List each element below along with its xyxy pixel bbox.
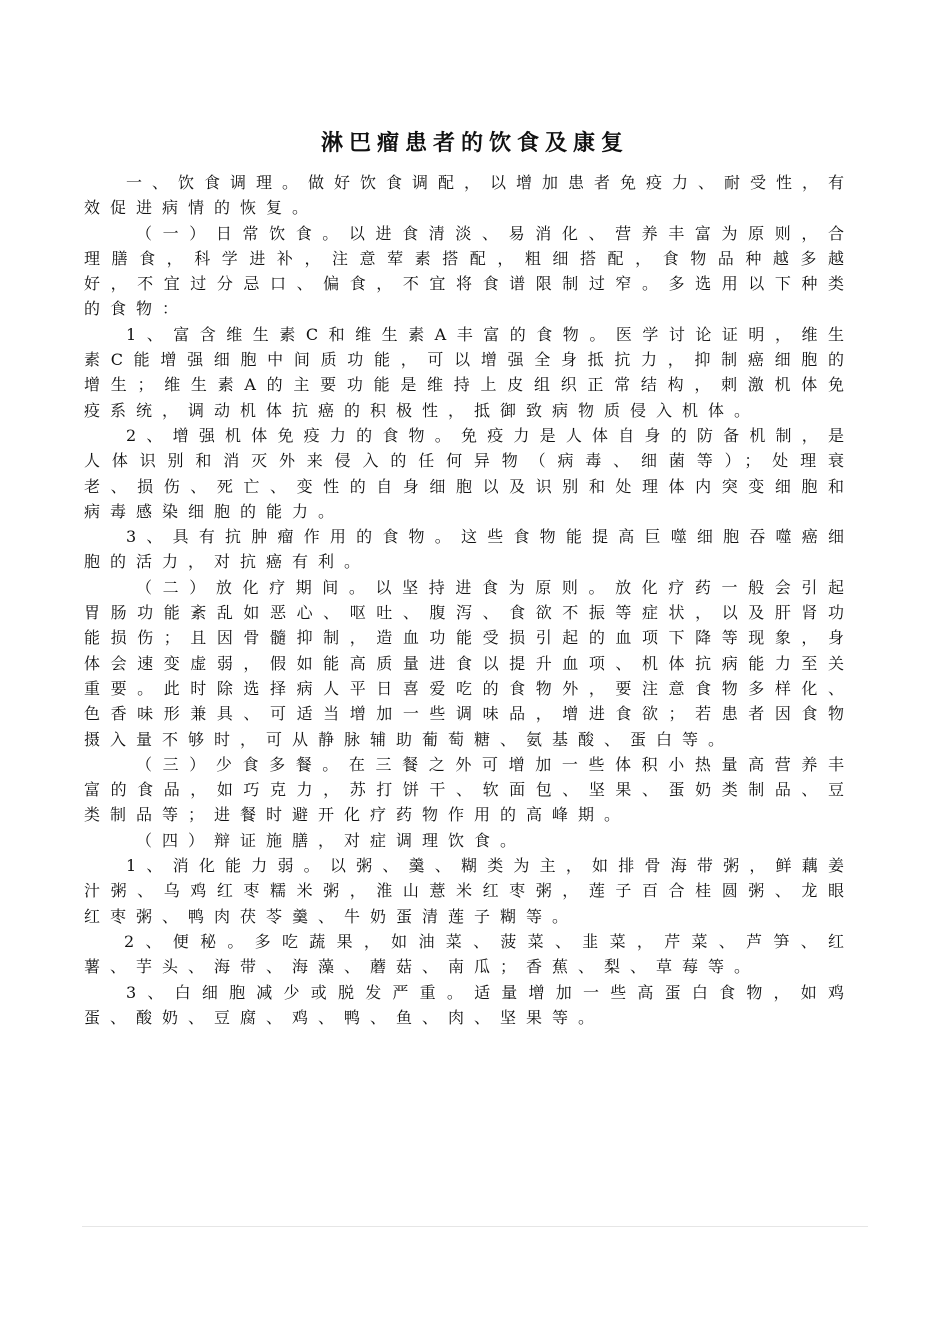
item-constipation: 2、便秘。多吃蔬果，如油菜、菠菜、韭菜，芹菜、芦笋、红薯、芋头、海带、海藻、蘑菇、南瓜；香蕉、梨、草莓等。 [84, 931, 854, 977]
subsection-chemo-period: （二）放化疗期间。以坚持进食为原则。放化疗药一般会引起胃肠功能紊乱如恶心、呕吐、腹泻、食欲不振等症状，以及肝肾功能损伤；且因骨髓抑制，造血功能受损引起的血项下降等现象，身体会速变虚弱，假如能高质量进食以提升血项、机体抗病能力至关重要。此时除选择病人平日喜爱吃的食物外，要注意食物多样化、色香味形兼具、可适当增加一些调味品，增进食欲；若患者因食物摄入量不够时，可从静脉辅助葡萄糖、氨基酸、蛋白等。 [84, 577, 854, 749]
item-vitamin-foods: 1、富含维生素C和维生素A丰富的食物。医学讨论证明，维生素C能增强细胞中间质功能，可以增强全身抵抗力，抑制癌细胞的增生；维生素A的主要功能是维持上皮组织正常结构，刺激机体免疫系统，调动机体抗癌的积极性，抵御致病物质侵入机体。 [84, 324, 854, 420]
document-body [84, 170, 854, 1030]
subsection-small-frequent-meals: （三）少食多餐。在三餐之外可增加一些体积小热量高营养丰富的食品，如巧克力，苏打饼干、软面包、坚果、蛋奶类制品、豆类制品等；进餐时避开化疗药物作用的高峰期。 [84, 754, 854, 825]
item-low-white-cells: 3、白细胞减少或脱发严重。适量增加一些高蛋白食物，如鸡蛋、酸奶、豆腐、鸡、鸭、鱼、肉、坚果等。 [84, 982, 854, 1027]
item-immunity-foods: 2、增强机体免疫力的食物。免疫力是人体自身的防备机制，是人体识别和消灭外来侵入的任何异物（病毒、细菌等）；处理衰老、损伤、死亡、变性的自身细胞以及识别和处理体内突变细胞和病毒感染细胞的能力。 [84, 425, 854, 521]
page-title: 淋巴瘤患者的饮食及康复 [320, 131, 629, 156]
subsection-symptom-diet: （四）辩证施膳，对症调理饮食。 [136, 830, 527, 850]
item-weak-digestion: 1、消化能力弱。以粥、羹、糊类为主，如排骨海带粥，鲜藕姜汁粥、乌鸡红枣糯米粥，淮山薏米红枣粥，莲子百合桂圆粥、龙眼红枣粥、鸭肉茯苓羹、牛奶蛋清莲子糊等。 [84, 856, 854, 926]
subsection-daily-diet: （一）日常饮食。以进食清淡、易消化、营养丰富为原则，合理膳食，科学进补，注意荤素搭配，粗细搭配，食物品种越多越好，不宜过分忌口、偏食，不宜将食谱限制过窄。多选用以下种类的食物： [84, 223, 854, 319]
footer-divider [82, 1226, 868, 1227]
section-1-diet-adjustment: 一、饮食调理。做好饮食调配，以增加患者免疫力、耐受性，有效促进病情的恢复。 [84, 173, 855, 218]
item-antitumor-foods: 3、具有抗肿瘤作用的食物。这些食物能提高巨噬细胞吞噬癌细胞的活力，对抗癌有利。 [84, 527, 854, 572]
